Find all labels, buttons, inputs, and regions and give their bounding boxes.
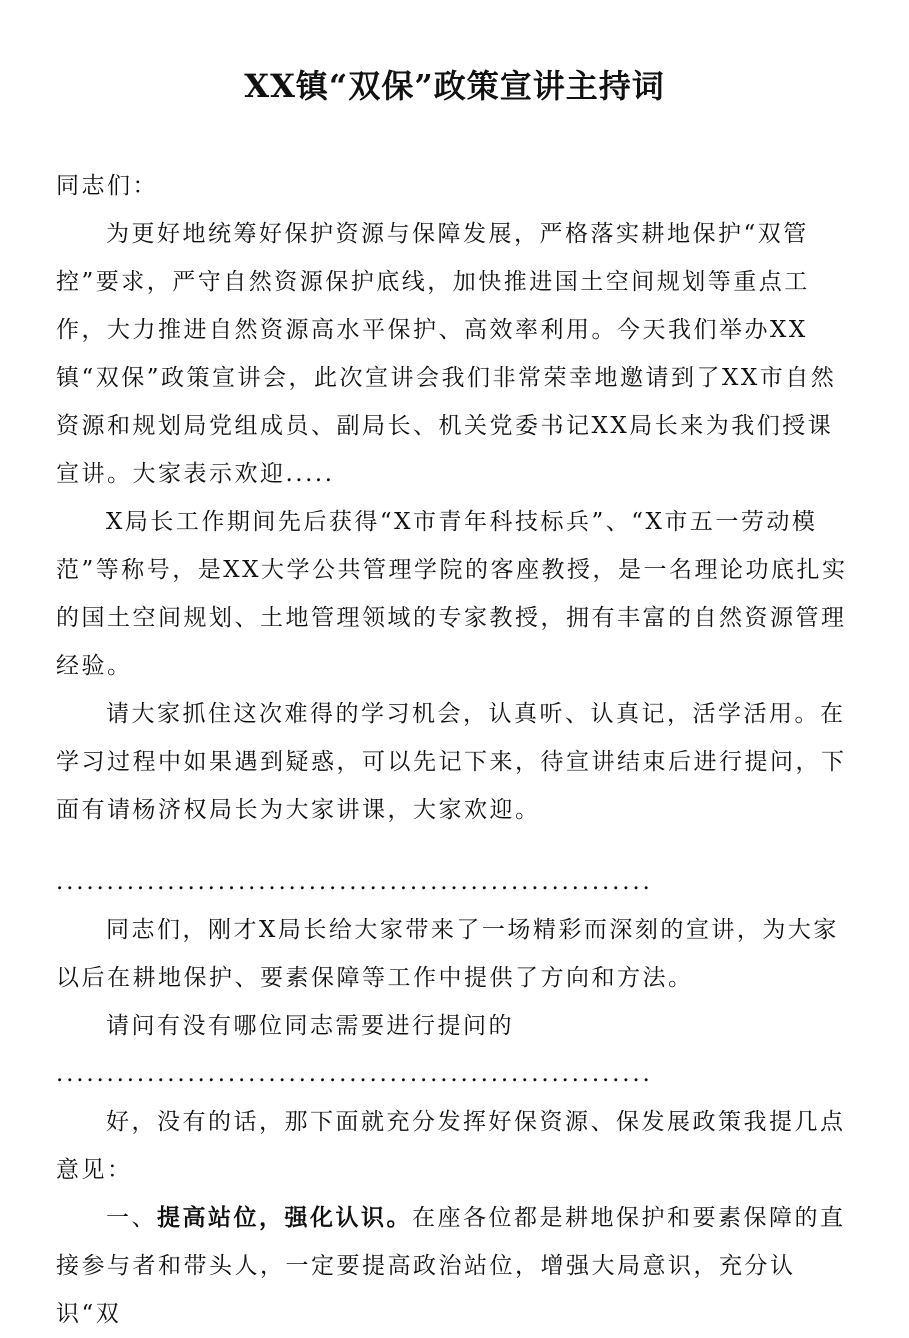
point-text: 在座各位都是耕地保护和要素保障的直接参与者和带头人，一定要提高政治站位，增强大局意识，充分认识“双: [56, 1205, 846, 1327]
paragraph-point-one: [56, 1194, 856, 1338]
dotted-separator: ...........................................................: [56, 869, 653, 895]
point-heading: 提高站位，强化认识。: [157, 1204, 412, 1231]
paragraph-opening: 为更好地统筹好保护资源与保障发展，严格落实耕地保护“双管控”要求，严守自然资源保护底线，加快推进国土空间规划等重点工作，大力推进自然资源高水平保护、高效率利用。今天我们举办XX镇“双保”政策宣讲会，此次宣讲会我们非常荣幸地邀请到了XX市自然资源和规划局党组成员、副局长、机关党委书记XX局长来为我们授课宣讲。大家表示欢迎.....: [56, 221, 837, 487]
greeting-line: 同志们：: [56, 173, 158, 199]
dotted-separator: ...........................................................: [56, 1061, 653, 1087]
point-number: 一、: [106, 1205, 157, 1231]
paragraph-invitation: 请大家抓住这次难得的学习机会，认真听、认真记，活学活用。在学习过程中如果遇到疑惑，可以先记下来，待宣讲结束后进行提问，下面有请杨济权局长为大家讲课，大家欢迎。: [56, 701, 847, 823]
paragraph-speaker-intro: X局长工作期间先后获得“X市青年科技标兵”、“X市五一劳动模范”等称号，是XX大学公共管理学院的客座教授，是一名理论功底扎实的国土空间规划、土地管理领域的专家教授，拥有丰富的自然资源管理经验。: [56, 509, 848, 679]
paragraph-opinions-intro: 好，没有的话，那下面就充分发挥好保资源、保发展政策我提几点意见：: [56, 1109, 846, 1183]
paragraph-summary: 同志们，刚才X局长给大家带来了一场精彩而深刻的宣讲，为大家以后在耕地保护、要素保障等工作中提供了方向和方法。: [56, 917, 839, 991]
paragraph-question-prompt: 请问有没有哪位同志需要进行提问的: [106, 1013, 514, 1039]
document-body: [56, 162, 856, 1338]
document-title: XX镇“双保”政策宣讲主持词: [244, 67, 665, 105]
